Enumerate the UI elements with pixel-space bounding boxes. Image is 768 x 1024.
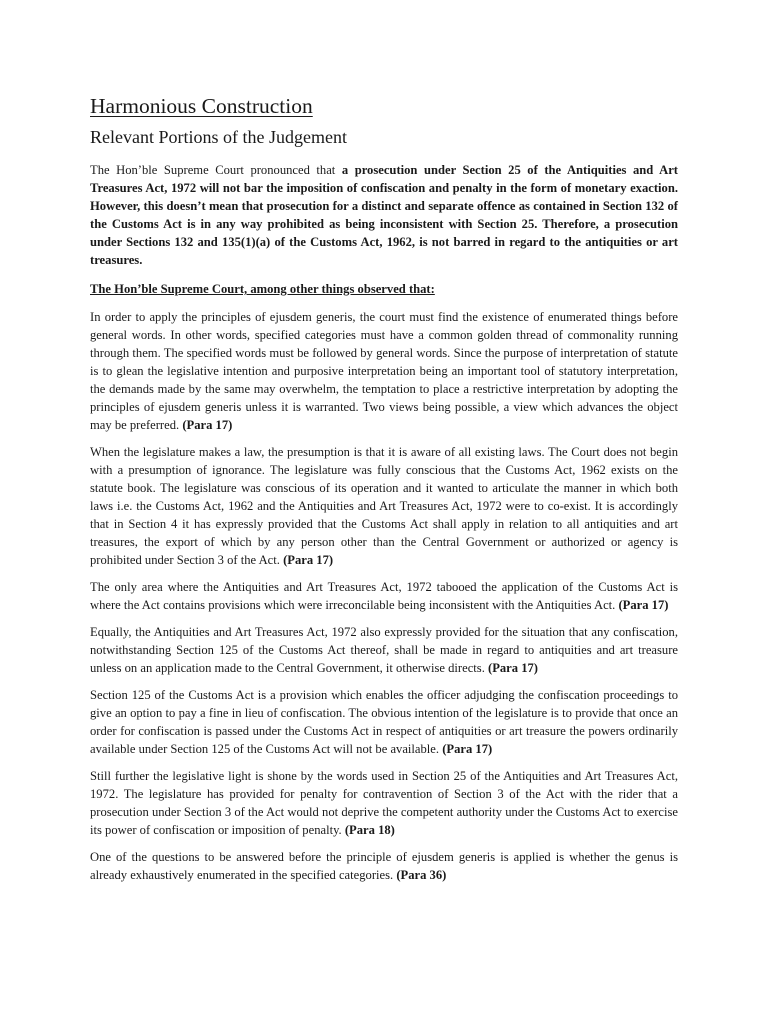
- para-citation: (Para 17): [182, 418, 233, 432]
- paragraph-text: In order to apply the principles of ejusdem generis, the court must find the existence of enumerated things before general words. In other words, specified categories must have a common golden thread of commonality running through them. The specified words must be followed by general words. Since the purpose of interpretation of statute is to glean the legislative intention and purposive interpretation being an important tool of statutory interpretation, the demands made by the same may overwhelm, the temptation to place a restrictive interpretation by adopting the principles of ejusdem generis unless it is warranted. Two views being possible, a view which advances the object may be preferred.: [90, 310, 678, 432]
- observations-heading: The Hon’ble Supreme Court, among other things observed that:: [90, 282, 435, 296]
- para-citation: (Para 17): [488, 661, 539, 675]
- para-citation: (Para 36): [396, 868, 447, 882]
- observation-paragraph: [90, 623, 678, 677]
- intro-plain-text: The Hon’ble Supreme Court pronounced that: [90, 163, 342, 177]
- paragraph-text: Section 125 of the Customs Act is a provision which enables the officer adjudging the confiscation proceedings to give an option to pay a fine in lieu of confiscation. The obvious intention of the legislature is to provide that once an order for confiscation is passed under the Customs Act in respect of antiquities or art treasure the powers ordinarily available under Section 125 of the Customs Act will not be available.: [90, 688, 678, 756]
- paragraph-text: Still further the legislative light is shone by the words used in Section 25 of the Antiquities and Art Treasures Act, 1972. The legislature has provided for penalty for contravention of Section 3 of the Act with the rider that a prosecution under Section 3 of the Act would not deprive the competent authority under the Customs Act to exercise its power of confiscation or imposition of penalty.: [90, 769, 678, 837]
- para-citation: (Para 17): [442, 742, 493, 756]
- intro-paragraph: [90, 161, 678, 269]
- observation-paragraph: [90, 686, 678, 758]
- observation-paragraph: [90, 578, 678, 614]
- observation-paragraph: [90, 848, 678, 884]
- paragraph-text: One of the questions to be answered before the principle of ejusdem generis is applied is whether the genus is already exhaustively enumerated in the specified categories.: [90, 850, 678, 882]
- document-subtitle: Relevant Portions of the Judgement: [90, 127, 347, 147]
- document-title: Harmonious Construction: [90, 94, 313, 118]
- para-citation: (Para 17): [618, 598, 669, 612]
- observation-paragraph: [90, 767, 678, 839]
- intro-bold-text: a prosecution under Section 25 of the Antiquities and Art Treasures Act, 1972 will not bar the imposition of confiscation and penalty in the form of monetary exaction. However, this doesn’t mean that prosecution for a distinct and separate offence as contained in Section 132 of the Customs Act is in any way prohibited as being inconsistent with Section 25. Therefore, a prosecution under Sections 132 and 135(1)(a) of the Customs Act, 1962, is not barred in regard to the antiquities or art treasures.: [90, 163, 678, 267]
- paragraph-text: Equally, the Antiquities and Art Treasures Act, 1972 also expressly provided for the situation that any confiscation, notwithstanding Section 125 of the Customs Act thereof, shall be made in regard to antiquities and art treasure unless on an application made to the Central Government, it otherwise directs.: [90, 625, 678, 675]
- para-citation: (Para 18): [344, 823, 395, 837]
- paragraph-text: When the legislature makes a law, the presumption is that it is aware of all existing laws. The Court does not begin with a presumption of ignorance. The legislature was fully conscious that the Customs Act, 1962 exists on the statute book. The legislature was conscious of its operation and it wanted to articulate the manner in which both laws i.e. the Customs Act, 1962 and the Antiquities and Art Treasures Act, 1972 were to co-exist. It is accordingly that in Section 4 it has expressly provided that the Customs Act shall apply in relation to all antiquities and art treasures, the export of which by any person other than the Central Government or authorized or agency is prohibited under Section 3 of the Act.: [90, 445, 678, 567]
- para-citation: (Para 17): [283, 553, 334, 567]
- observation-paragraph: [90, 308, 678, 434]
- paragraph-text: The only area where the Antiquities and Art Treasures Act, 1972 tabooed the application of the Customs Act is where the Act contains provisions which were irreconcilable being inconsistent with the Antiquities Act.: [90, 580, 678, 612]
- observation-paragraph: [90, 443, 678, 569]
